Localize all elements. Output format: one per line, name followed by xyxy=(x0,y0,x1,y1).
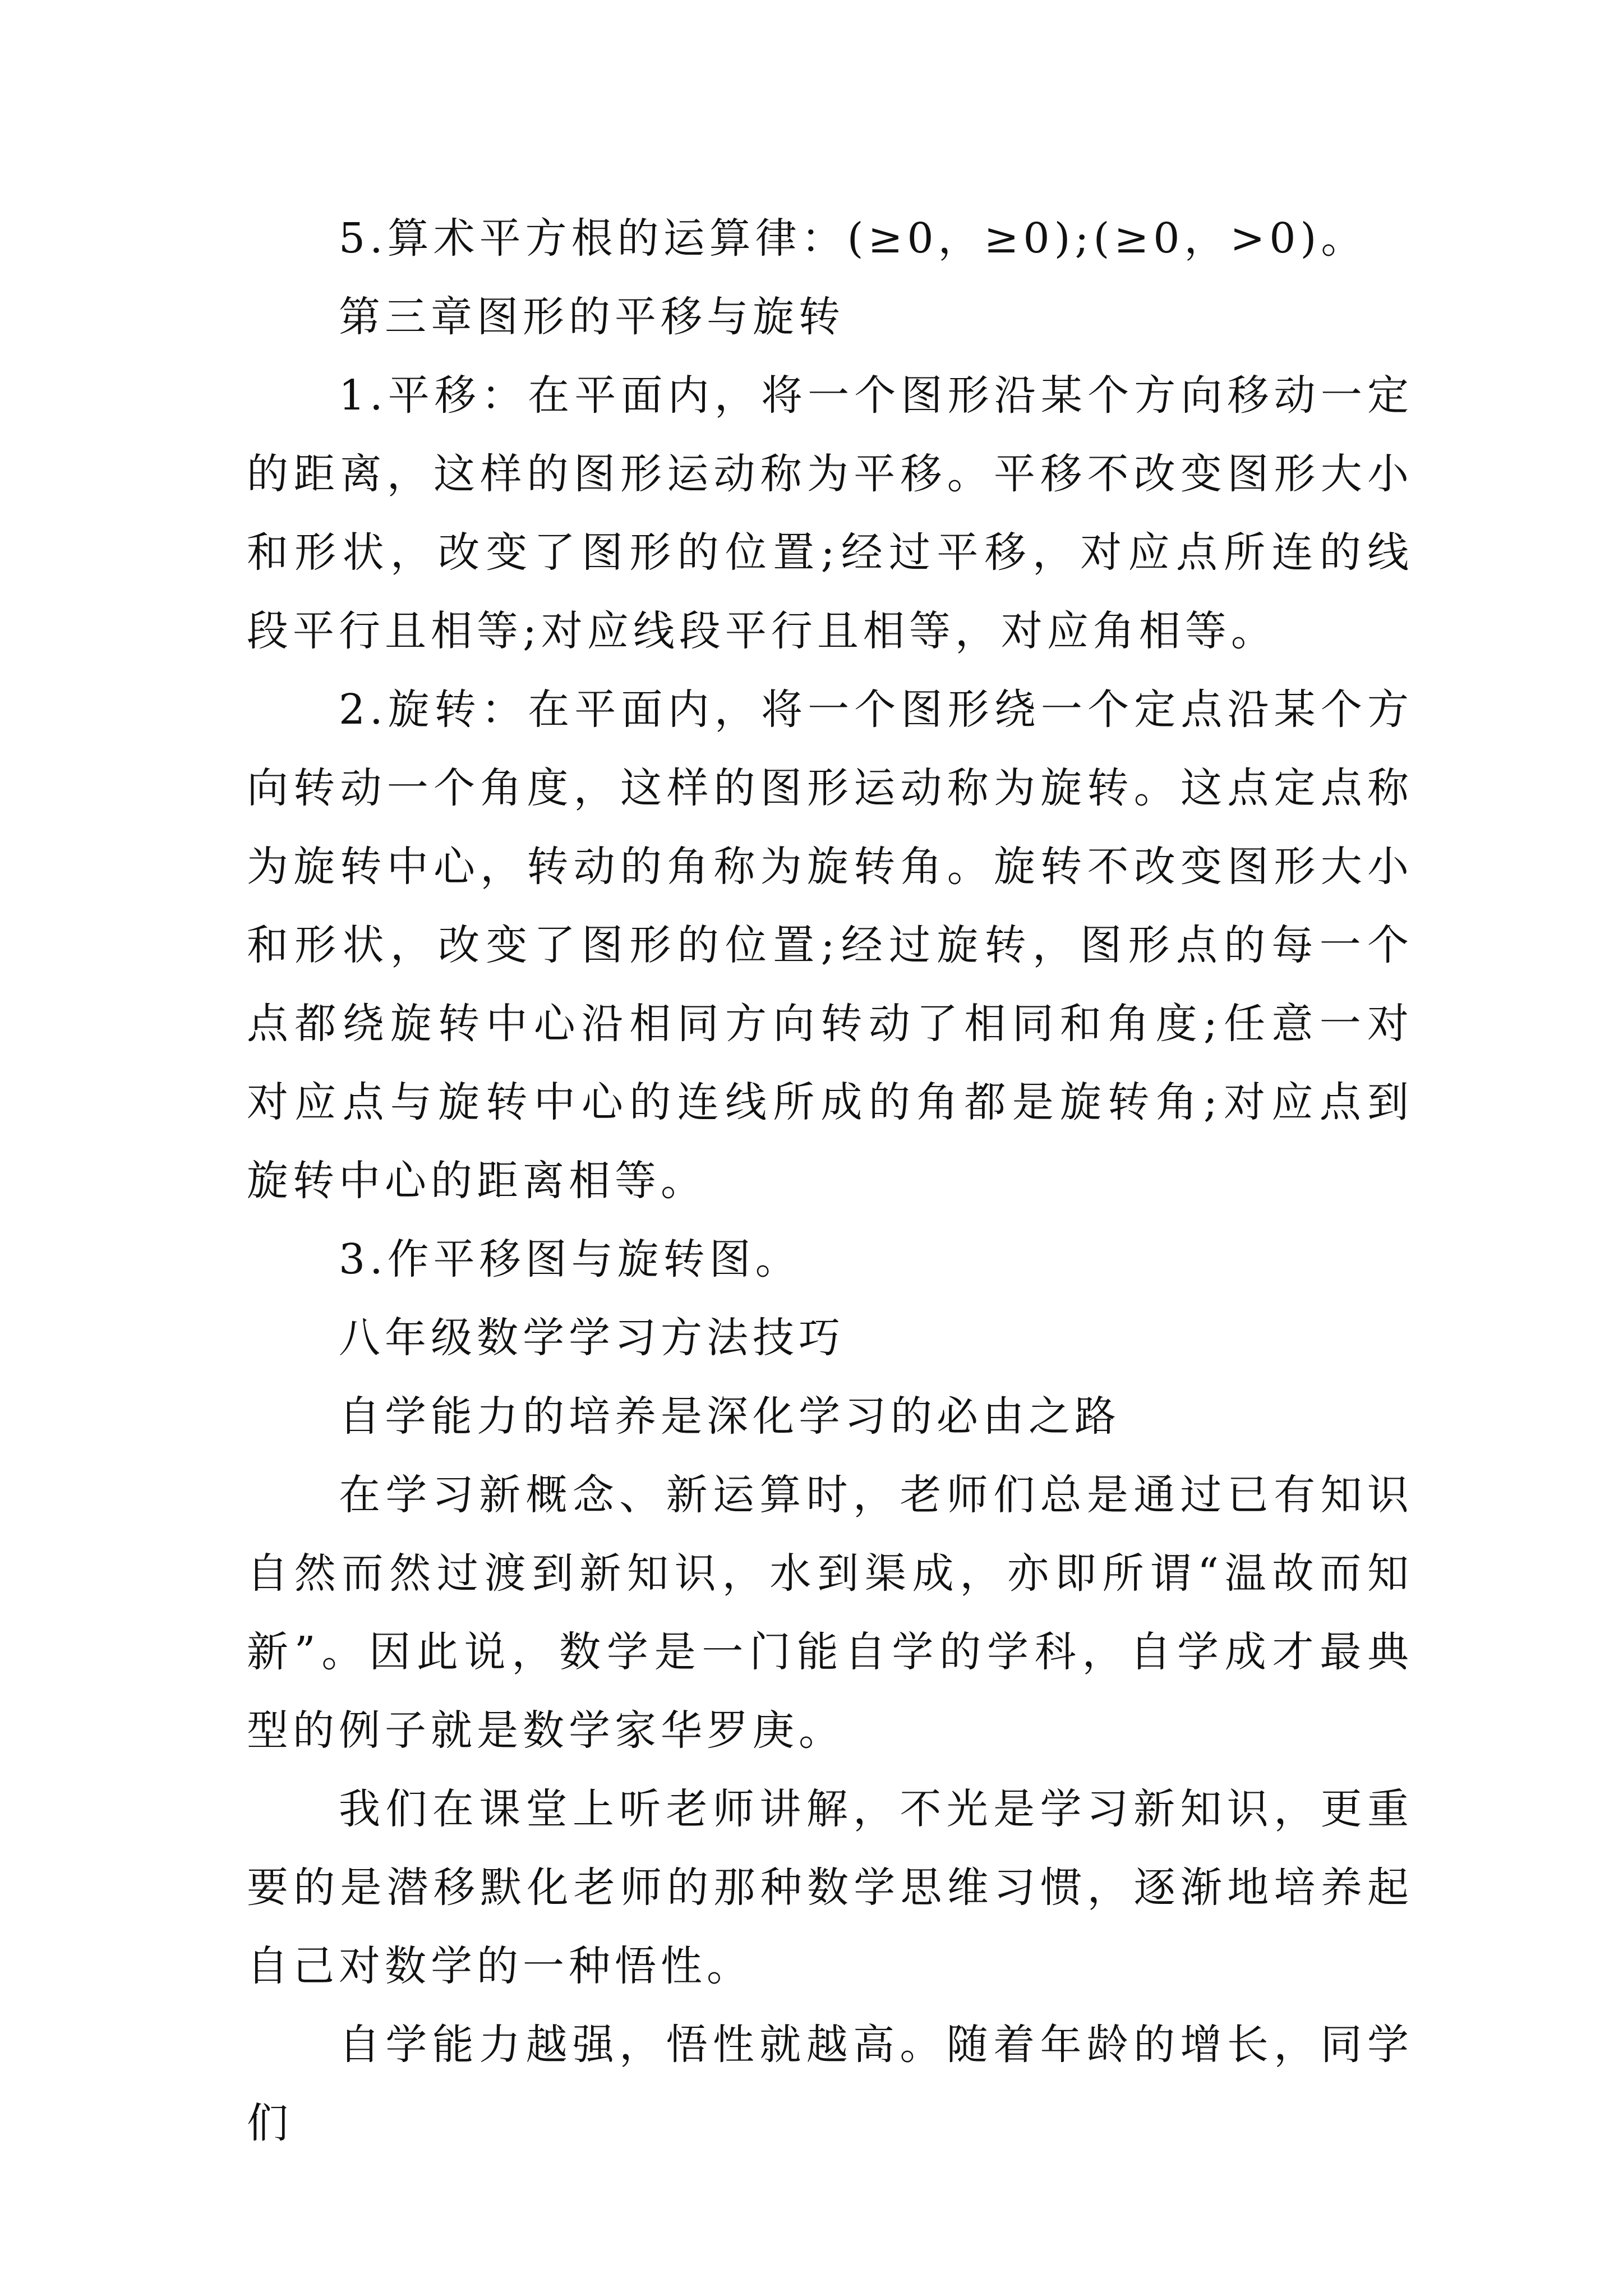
paragraph-self-study: 在学习新概念、新运算时，老师们总是通过已有知识自然而然过渡到新知识，水到渠成，亦即所谓“温故而知新”。因此说，数学是一门能自学的学科，自学成才最典型的例子就是数学家华罗庚。 xyxy=(247,1471,1413,1755)
paragraph-classroom: 我们在课堂上听老师讲解，不光是学习新知识，更重要的是潜移默化老师的那种数学思维习惯，逐渐地培养起自己对数学的一种悟性。 xyxy=(247,1785,1413,1990)
paragraph-translation: 1.平移：在平面内，将一个图形沿某个方向移动一定的距离，这样的图形运动称为平移。平移不改变图形大小和形状，改变了图形的位置;经过平移，对应点所连的线段平行且相等;对应线段平行且相等，对应角相等。 xyxy=(247,371,1413,655)
section-heading: 八年级数学学习方法技巧 xyxy=(339,1314,845,1362)
paragraph-rotation: 2.旋转：在平面内，将一个图形绕一个定点沿某个方向转动一个角度，这样的图形运动称为旋转。这点定点称为旋转中心，转动的角称为旋转角。旋转不改变图形大小和形状，改变了图形的位置;经过旋转，图形点的每一个点都绕旋转中心沿相同方向转动了相同和角度;任意一对对应点与旋转中心的连线所成的角都是旋转角;对应点到旋转中心的距离相等。 xyxy=(247,685,1413,1205)
subsection-heading: 自学能力的培养是深化学习的必由之路 xyxy=(339,1392,1121,1441)
document-body xyxy=(247,199,1413,2162)
paragraph-drawing: 3.作平移图与旋转图。 xyxy=(339,1235,801,1283)
chapter-heading: 第三章图形的平移与旋转 xyxy=(339,293,845,341)
paragraph-arithmetic-sqrt-rule: 5.算术平方根的运算律：(≥0，≥0);(≥0，>0)。 xyxy=(339,214,1367,263)
paragraph-ability: 自学能力越强，悟性就越高。随着年龄的增长，同学们 xyxy=(247,2021,1413,2147)
